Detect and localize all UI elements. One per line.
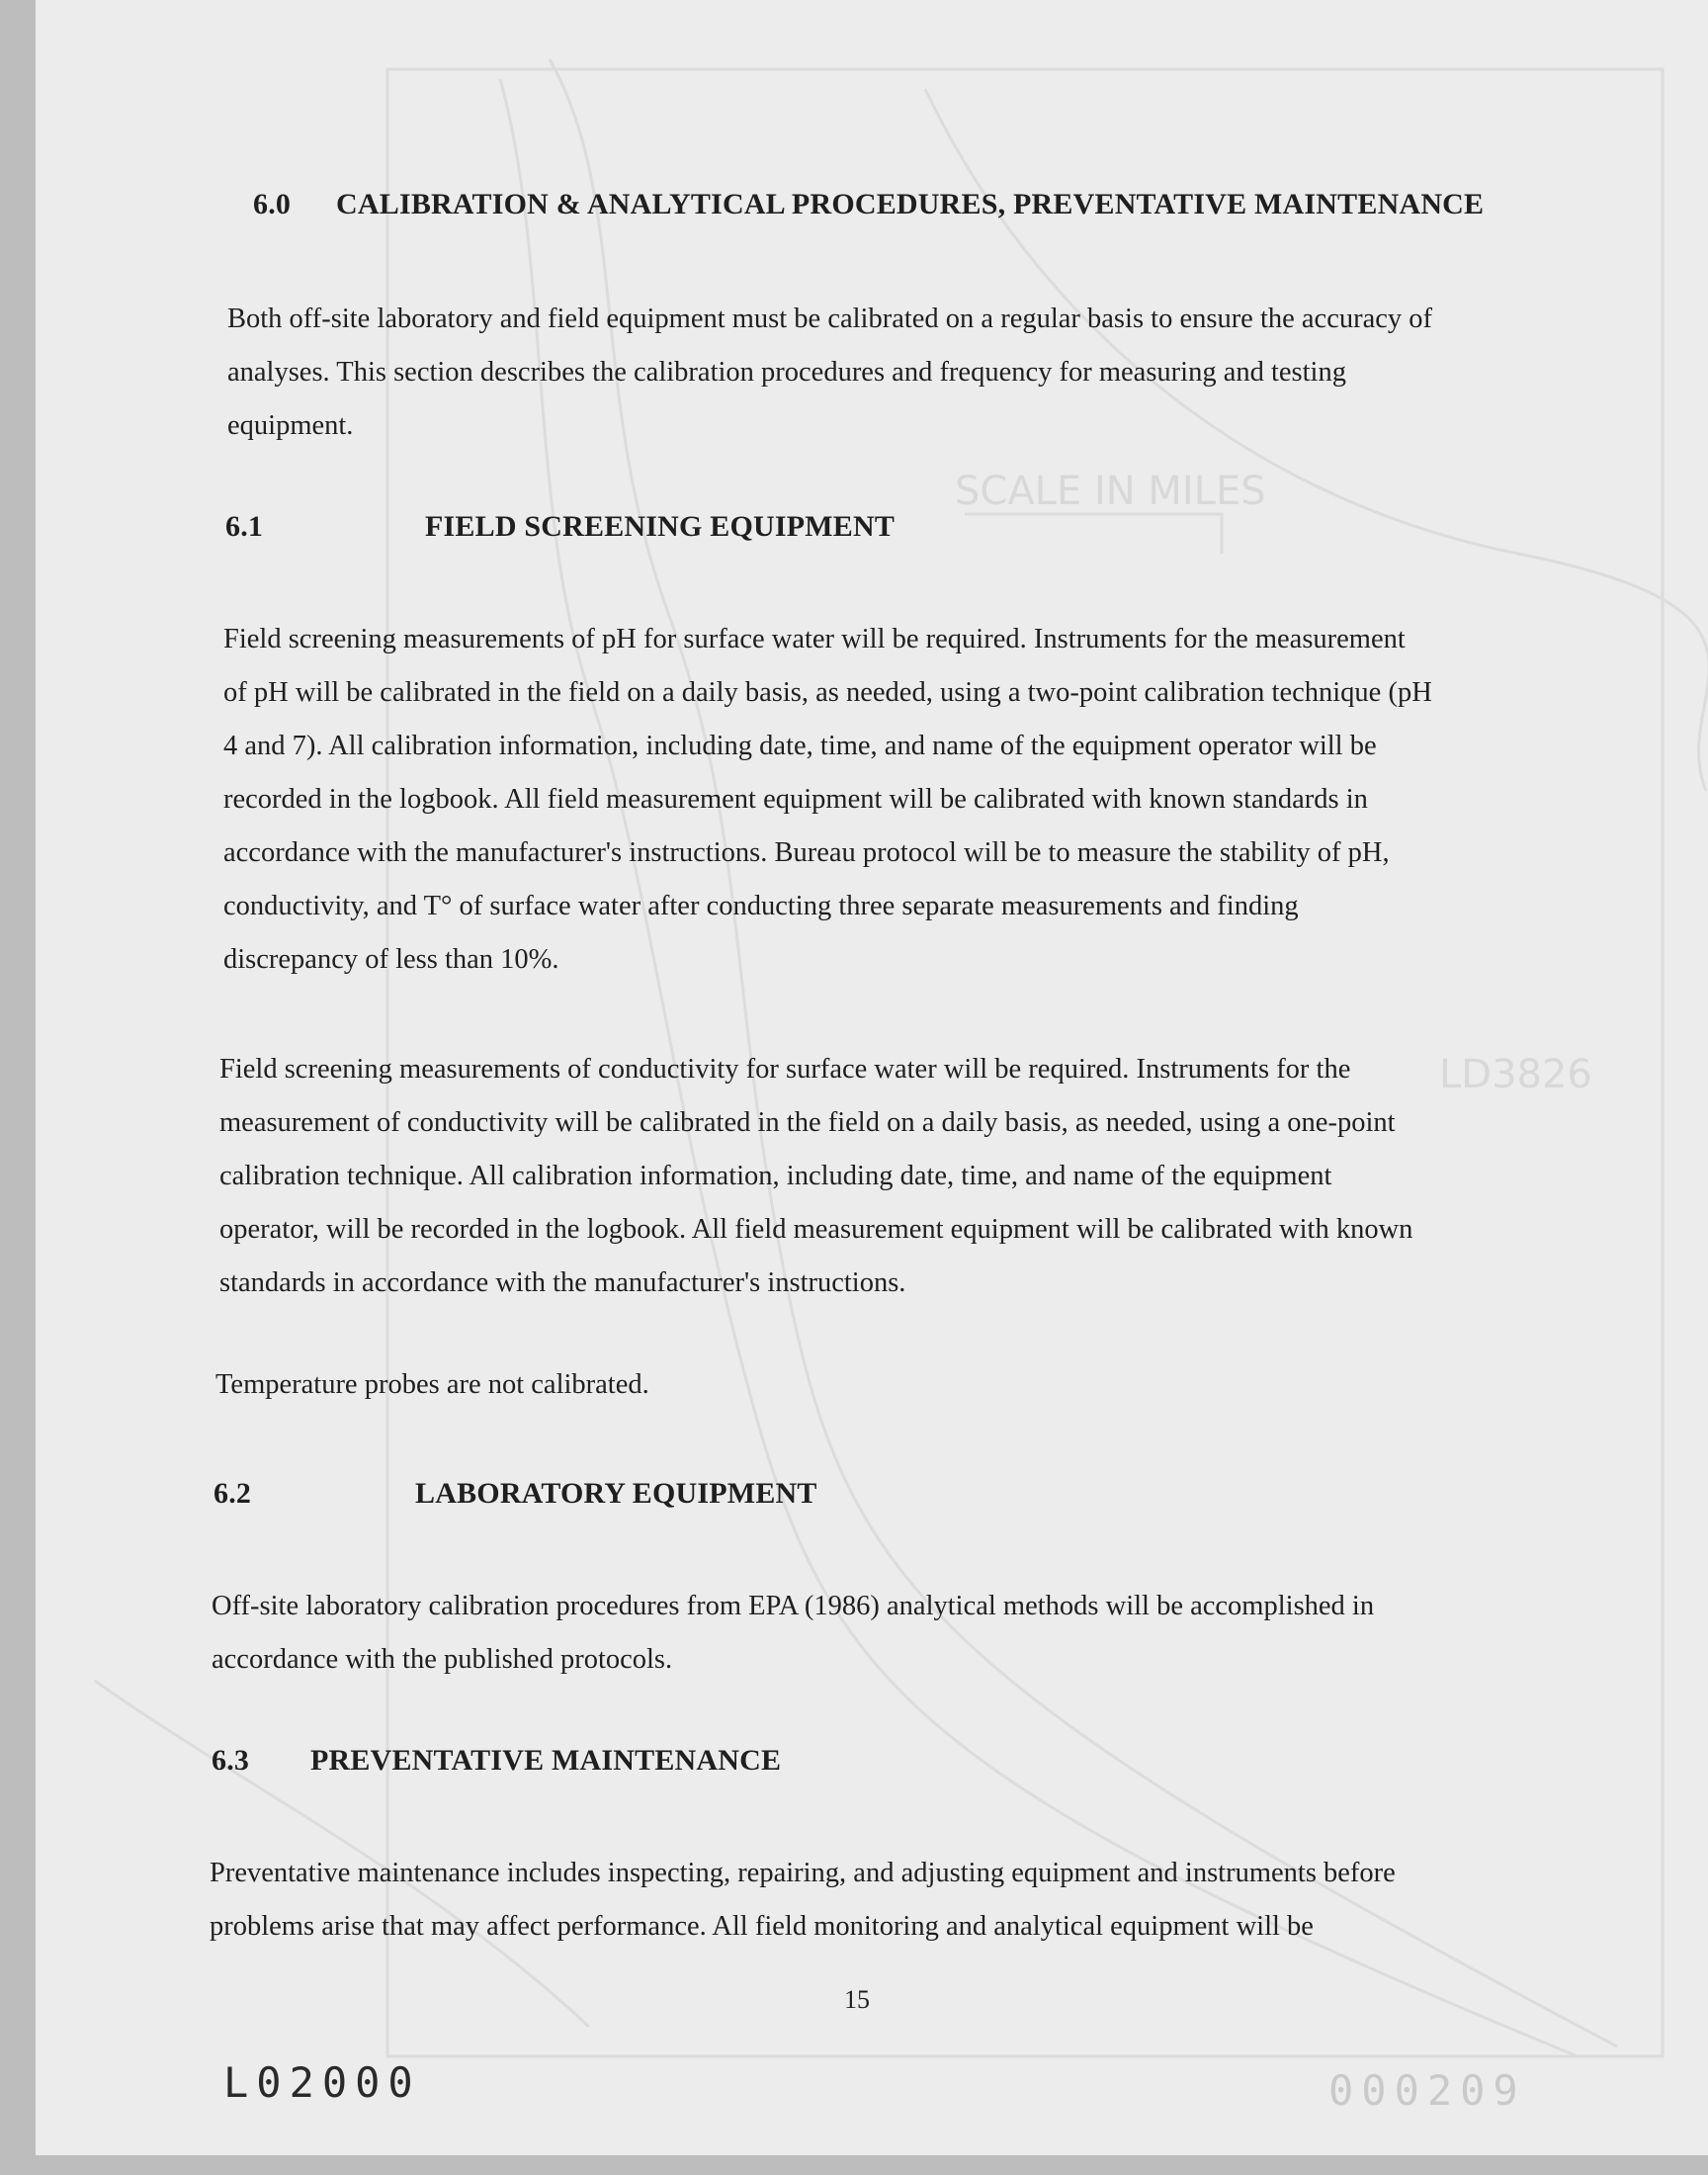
bates-stamp-right: 000209 <box>1328 2066 1526 2115</box>
text-line: problems arise that may affect performance. All field monitoring and analytical equipment will be <box>210 1911 1314 1942</box>
text-line: calibration technique. All calibration information, including date, time, and name of the equipment <box>219 1161 1332 1191</box>
section-6-1-paragraph-3 <box>215 1358 649 1412</box>
section-6-0-paragraph <box>227 293 1432 453</box>
section-title: PREVENTATIVE MAINTENANCE <box>310 1744 782 1777</box>
text-line: Temperature probes are not calibrated. <box>215 1369 649 1400</box>
section-number: 6.0 <box>253 188 292 220</box>
text-line: of pH will be calibrated in the field on a daily basis, as needed, using a two-point calibration technique (pH <box>223 677 1432 708</box>
bates-stamp-left: L02000 <box>223 2058 421 2107</box>
text-line: conductivity, and T° of surface water after conducting three separate measurements and finding <box>223 891 1299 921</box>
section-6-1-heading <box>225 510 895 544</box>
section-number: 6.1 <box>225 510 264 543</box>
section-6-3-paragraph <box>210 1847 1396 1954</box>
section-6-2-paragraph <box>212 1580 1374 1687</box>
text-line: Field screening measurements of pH for surface water will be required. Instruments for the measurement <box>223 624 1406 654</box>
document-body <box>36 0 1708 2155</box>
svg-text:LD3826: LD3826 <box>1439 1052 1592 1097</box>
text-line: 4 and 7). All calibration information, including date, time, and name of the equipment operator will be <box>223 731 1377 761</box>
text-line: discrepancy of less than 10%. <box>223 944 559 975</box>
page-number: 15 <box>844 1985 870 2014</box>
text-line: accordance with the manufacturer's instructions. Bureau protocol will be to measure the stability of pH, <box>223 837 1390 868</box>
text-line: Field screening measurements of conductivity for surface water will be required. Instruments for the <box>219 1054 1351 1085</box>
text-line: Off-site laboratory calibration procedures from EPA (1986) analytical methods will be accomplished in <box>212 1591 1375 1621</box>
text-line: measurement of conductivity will be calibrated in the field on a daily basis, as needed, using a one-point <box>219 1107 1396 1138</box>
svg-text:SCALE IN MILES: SCALE IN MILES <box>955 469 1266 514</box>
section-6-1-paragraph-1 <box>223 613 1432 987</box>
document-page <box>36 0 1708 2155</box>
section-number: 6.2 <box>214 1477 252 1510</box>
text-line: accordance with the published protocols. <box>212 1644 673 1675</box>
text-line: recorded in the logbook. All field measurement equipment will be calibrated with known standards in <box>223 784 1368 815</box>
section-6-0-heading <box>253 188 1484 221</box>
text-line: equipment. <box>227 410 354 441</box>
section-title: LABORATORY EQUIPMENT <box>415 1477 817 1510</box>
text-line: operator, will be recorded in the logbook. All field measurement equipment will be calibrated with known <box>219 1214 1413 1245</box>
text-line: Both off-site laboratory and field equipment must be calibrated on a regular basis to ensure the accuracy of <box>227 304 1433 334</box>
text-line: Preventative maintenance includes inspecting, repairing, and adjusting equipment and instruments before <box>210 1858 1396 1888</box>
section-number: 6.3 <box>212 1744 250 1777</box>
section-title: CALIBRATION & ANALYTICAL PROCEDURES, PREVENTATIVE MAINTENANCE <box>336 188 1485 220</box>
text-line: standards in accordance with the manufacturer's instructions. <box>219 1267 906 1298</box>
section-title: FIELD SCREENING EQUIPMENT <box>425 510 896 543</box>
section-6-3-heading <box>212 1744 781 1778</box>
section-6-1-paragraph-2 <box>219 1043 1412 1310</box>
text-line: analyses. This section describes the calibration procedures and frequency for measuring and testing <box>227 357 1346 388</box>
section-6-2-heading <box>214 1477 817 1511</box>
